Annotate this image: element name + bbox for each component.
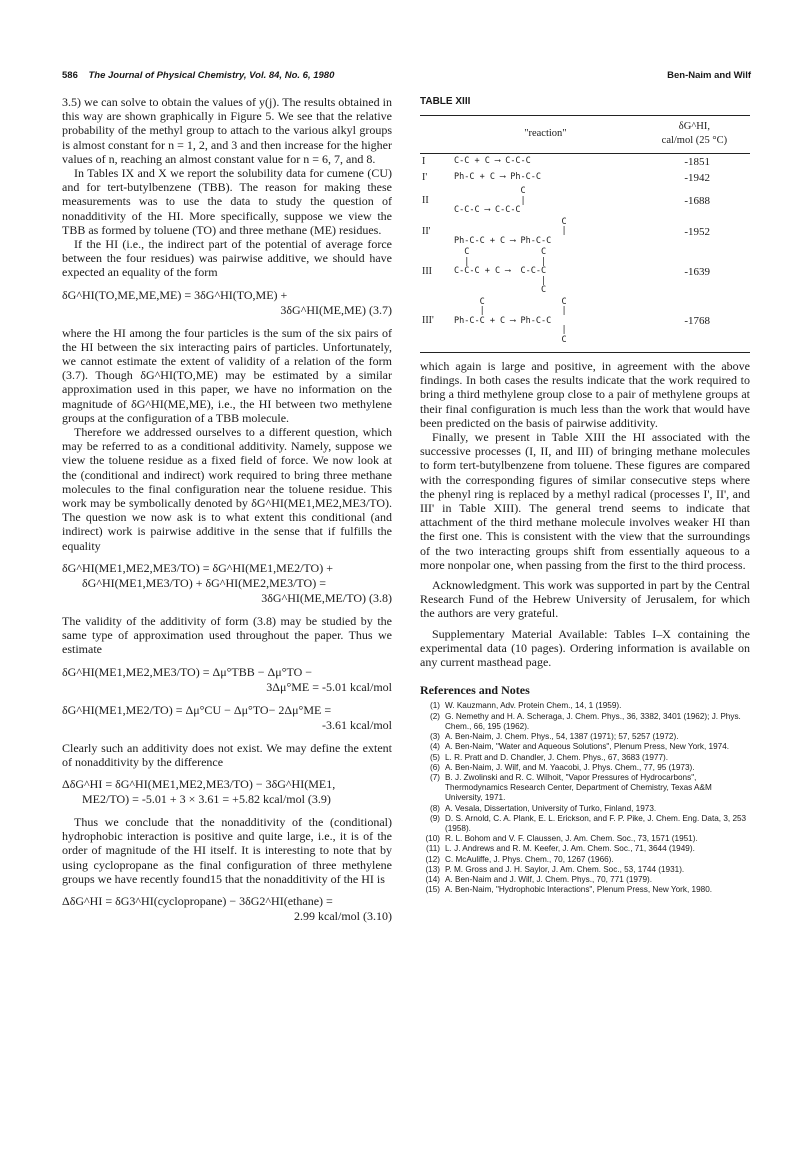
table-header-row <box>420 116 750 153</box>
equation-line: 3Δμ°ME = -5.01 kcal/mol <box>266 679 392 694</box>
ref-number: (6) <box>429 762 440 772</box>
ref-text: A. Ben-Naim, "Hydrophobic Interactions", Plenum Press, New York, 1980. <box>445 885 713 895</box>
journal-name: The Journal of Physical Chemistry, Vol. 84, No. 6, 1980 <box>88 70 335 81</box>
equation-3-7 <box>62 288 392 318</box>
ref-number: (8) <box>429 803 440 813</box>
table-row <box>420 297 750 347</box>
supplementary-material: Supplementary Material Available: Tables I–X containing the experimental data (10 pages). Ordering information is available on any current masthead page. <box>420 626 750 670</box>
equation-line: δG^HI(ME1,ME2,ME3/TO) = δG^HI(ME1,ME2/TO) + <box>62 560 333 575</box>
arrow-icon: ⟶ <box>494 155 501 166</box>
reference-item <box>420 855 750 865</box>
value-cell: -1851 <box>684 155 710 168</box>
value-cell: -1688 <box>684 195 710 208</box>
paragraph: where the HI among the four particles is the sum of the six pairs of the HI between the six interacting pairs of particles. Unfortunately, we cannot estimate the extent of validity of a relation of the form (3.7). Though δG^HI(TO,ME) may be estimated by a similar approximation used in this paper, we have no information on the magnitude of δG^HI(ME,ME), i.e., the HI between two methylene groups at the configuration of a TBB molecule. <box>62 325 392 425</box>
right-column <box>420 95 750 895</box>
column-header-line: cal/mol (25 °C) <box>661 135 728 147</box>
ref-text: P. M. Gross and J. H. Saylor, J. Am. Chem. Soc., 53, 1744 (1931). <box>445 864 685 874</box>
ref-number: (9) <box>429 813 440 823</box>
process-label: II' <box>422 225 431 237</box>
arrow-icon: ⟶ <box>505 266 511 277</box>
column-header-line: δG^HI, <box>678 121 710 133</box>
ref-text: C. McAuliffe, J. Phys. Chem., 70, 1267 (1966). <box>445 854 614 864</box>
process-label: III <box>422 265 432 277</box>
reaction-cell: Ph-C + C ⟶ Ph-C-C <box>454 172 542 183</box>
column-header-reaction: "reaction" <box>452 116 639 153</box>
ref-text: L. R. Pratt and D. Chandler, J. Chem. Phys., 67, 3683 (1977). <box>445 752 668 762</box>
table-row <box>420 247 750 297</box>
ref-text: D. S. Arnold, C. A. Plank, E. L. Erickson, and F. P. Pike, J. Chem. Eng. Data, 3, 253 (1958). <box>445 813 747 833</box>
ref-text: A. Ben-Naim and J. Wilf, J. Chem. Phys., 70, 771 (1979). <box>445 874 653 884</box>
ref-number: (4) <box>429 742 440 752</box>
equation-line: ΔδG^HI = δG3^HI(cyclopropane) − 3δG2^HI(ethane) = <box>62 893 333 908</box>
header-authors: Ben-Naim and Wilf <box>667 70 751 81</box>
equation-line: 3δG^HI(ME,ME/TO) (3.8) <box>261 590 392 605</box>
ref-number: (3) <box>429 732 440 742</box>
reference-item <box>420 701 750 711</box>
equation-line: ΔδG^HI = δG^HI(ME1,ME2,ME3/TO) − 3δG^HI(ME1, <box>62 776 336 791</box>
process-label: I' <box>422 171 428 183</box>
equation-line: 2.99 kcal/mol (3.10) <box>294 908 392 923</box>
reference-item <box>420 763 750 773</box>
ref-text: A. Ben-Naim, "Water and Aqueous Solutions", Plenum Press, New York, 1974. <box>445 742 730 752</box>
paragraph: Finally, we present in Table XIII the HI associated with the successive processes (I, II, and III) of bringing methane molecules to form tert-butylbenzene from toluene. These figures are compared with the corresponding figures of similar consecutive steps where the phenyl ring is replaced by a methyl radical (processes I', II', and III' in Table XIII). The general trend seems to indicate that attachment of the third methane molecule involves weaker HI than the first one. This is consistent with the view that the surroundings of the two interacting groups shift from essentially aqueous to a more nonpolar one, when passing from the first to the third process. <box>420 430 750 572</box>
value-cell: -1952 <box>684 225 710 238</box>
equation-line: δG^HI(ME1,ME3/TO) + δG^HI(ME2,ME3/TO) = <box>82 575 326 590</box>
paragraph: If the HI (i.e., the indirect part of the potential of average force between the four residues) was pairwise additive, we should have expected an equality of the form <box>62 237 392 280</box>
reference-item <box>420 773 750 804</box>
table-row <box>420 153 750 170</box>
equation-tbb <box>62 665 392 695</box>
ref-number: (13) <box>425 864 440 874</box>
paragraph: In Tables IX and X we report the solubility data for cumene (CU) and for tert-butylbenzene (TBB). The reason for making these measurements was to use the data to study the question of nonadditivity of the HI. More specifically, suppose we view the TBB as formed by toluene (TO) and three methane (ME) residues. <box>62 166 392 237</box>
reference-item <box>420 712 750 732</box>
reference-item <box>420 732 750 742</box>
ref-text: W. Kauzmann, Adv. Protein Chem., 14, 1 (1959). <box>445 701 622 711</box>
page-number: 586 <box>62 70 78 81</box>
paragraph: which again is large and positive, in agreement with the above findings. In both cases the results indicate that the work required to bring a third methylene group close to a pair of methylene groups at their final configuration is much less than the work that would have been predicted on the basis of pairwise additivity. <box>420 359 750 430</box>
ref-number: (14) <box>425 874 440 884</box>
reaction-cell: C C | | C-C-C + C ⟶ C-C-C | C <box>454 247 547 296</box>
equation-3-9 <box>62 777 392 807</box>
reaction-cell: C C | | Ph-C-C + C ⟶ Ph-C-C | C <box>454 296 567 345</box>
reaction-cell: C | Ph-C-C + C ⟶ Ph-C-C <box>454 216 567 246</box>
reaction-cell: C | C-C-C ⟶ C-C-C <box>454 186 526 216</box>
references-heading: References and Notes <box>420 683 530 698</box>
ref-number: (1) <box>429 701 440 711</box>
ref-number: (2) <box>429 711 440 721</box>
ref-number: (15) <box>425 885 440 895</box>
equation-3-8 <box>62 561 392 606</box>
paragraph: Therefore we addressed ourselves to a different question, which may be referred to as a conditional additivity. Namely, suppose we view the toluene residue as a fixed field of force. We now look at the (conditional and indirect) work required to bring three methane molecules to the final configuration near the toluene residue. This work may be symbolically denoted by δG^HI(ME1,ME2,ME3/TO). The question we now ask is to what extent this conditional (and indirect) work is pairwise additive in the sense that if fulfills the equality <box>62 425 392 553</box>
equation-cu <box>62 703 392 733</box>
paragraph: Thus we conclude that the nonadditivity of the (conditional) hydrophobic interaction is positive and quite large, i.e., it is of the order of magnitude of the HI itself. It is interesting to note that by using cyclopropane as the final configuration of three methylene groups we have recently found15 that the nonadditivity of the HI is <box>62 814 392 886</box>
ref-text: A. Ben-Naim, J. Wilf, and M. Yaacobi, J. Phys. Chem., 77, 95 (1973). <box>445 762 695 772</box>
acknowledgment: Acknowledgment. This work was supported in part by the Central Research Fund of the Hebrew University of Jerusalem, for which the authors are very grateful. <box>420 578 750 621</box>
reference-item <box>420 885 750 895</box>
value-cell: -1768 <box>684 315 710 328</box>
table-title: TABLE XIII <box>420 96 471 107</box>
value-cell: -1639 <box>684 265 710 278</box>
ref-number: (12) <box>425 854 440 864</box>
ref-number: (11) <box>426 844 440 854</box>
arrow-icon: ⟶ <box>510 235 516 246</box>
reaction-cell: C-C + C ⟶ C-C-C <box>454 155 531 166</box>
reference-item <box>420 865 750 875</box>
equation-line: -3.61 kcal/mol <box>322 717 392 732</box>
ref-text: G. Nemethy and H. A. Scheraga, J. Chem. Phys., 36, 3382, 3401 (1962); J. Phys. Chem., 66, 195 (1962). <box>445 711 741 731</box>
equation-line: δG^HI(ME1,ME2,ME3/TO) = Δμ°TBB − Δμ°TO − <box>62 664 313 679</box>
table-row <box>420 170 750 186</box>
value-cell: -1942 <box>684 171 710 184</box>
reference-item <box>420 742 750 752</box>
reference-item <box>420 804 750 814</box>
ref-text: A. Vesala, Dissertation, University of Turko, Finland, 1973. <box>445 803 657 813</box>
ref-text: R. L. Bohom and V. F. Claussen, J. Am. Chem. Soc., 73, 1571 (1951). <box>445 834 698 844</box>
arrow-icon: ⟶ <box>484 205 490 216</box>
paragraph: The validity of the additivity of form (3.8) may be studied by the same type of approximation used throughout the paper. Thus we estimate <box>62 613 392 657</box>
process-label: II <box>422 195 429 207</box>
equation-line: ME2/TO) = -5.01 + 3 × 3.61 = +5.82 kcal/mol (3.9) <box>82 791 331 806</box>
ref-number: (5) <box>429 752 440 762</box>
table-xiii <box>420 115 750 353</box>
left-column <box>62 95 392 932</box>
equation-line: δG^HI(TO,ME,ME,ME) = 3δG^HI(TO,ME) + <box>62 287 288 302</box>
reference-item <box>420 875 750 885</box>
references-list <box>420 701 750 895</box>
process-label: III' <box>422 315 434 327</box>
ref-text: A. Ben-Naim, J. Chem. Phys., 54, 1387 (1971); 57, 5257 (1972). <box>445 732 679 742</box>
ref-text: L. J. Andrews and R. M. Keefer, J. Am. Chem. Soc., 71, 3644 (1949). <box>445 844 695 854</box>
process-label: I <box>422 155 426 167</box>
arrow-icon: ⟶ <box>510 315 516 326</box>
ref-number: (10) <box>425 834 440 844</box>
ref-number: (7) <box>429 772 440 782</box>
reference-item <box>420 844 750 854</box>
reference-item <box>420 814 750 834</box>
reference-item <box>420 834 750 844</box>
running-header <box>62 70 751 86</box>
paragraph: Clearly such an additivity does not exist. We may define the extent of nonadditivity by the difference <box>62 740 392 769</box>
paragraph: 3.5) we can solve to obtain the values of y(j). The results obtained in this way are shown graphically in Figure 5. We see that the relative probability of the methyl group to attach to the various alkyl groups is almost constant for n = 1, 2, and 3 and then increase for the higher values of n, reaching an almost constant value for n = 6, 7, and 8. <box>62 95 392 166</box>
arrow-icon: ⟶ <box>500 172 506 183</box>
equation-line: 3δG^HI(ME,ME) (3.7) <box>280 302 392 317</box>
ref-text: B. J. Zwolinski and R. C. Wilhoit, "Vapor Pressures of Hydrocarbons", Thermodynamics Research Center, Department of Chemistry, Texas A&M University, 1971. <box>445 772 712 803</box>
table-row <box>420 186 750 217</box>
equation-3-10 <box>62 894 392 924</box>
equation-line: δG^HI(ME1,ME2/TO) = Δμ°CU − Δμ°TO− 2Δμ°ME = <box>62 702 332 717</box>
column-header-value <box>639 116 750 153</box>
table-row <box>420 217 750 248</box>
reference-item <box>420 753 750 763</box>
